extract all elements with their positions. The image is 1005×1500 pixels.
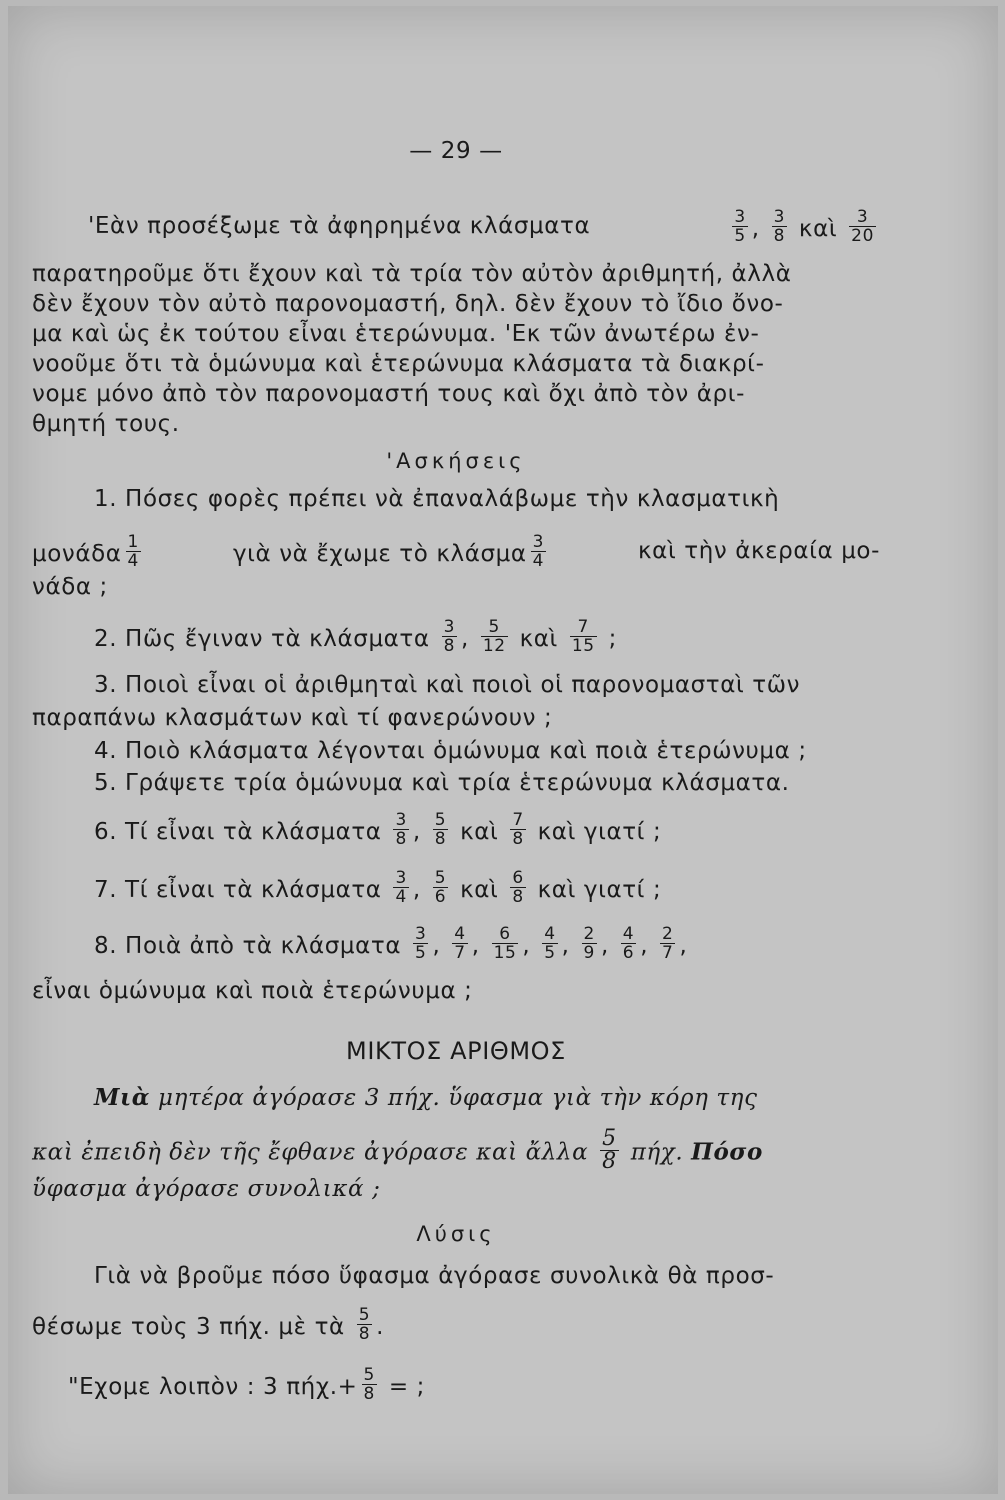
intro-line-5: νοοῦμε ὅτι τὰ ὁμώνυμα καὶ ἑτερώνυμα κλάσματα τὰ διακρί-	[32, 351, 765, 377]
intro-line-3: δὲν ἔχουν τὸν αὐτὸ παρονομαστή, δηλ. δὲν ἔχουν τὸ ἴδιο ὄνο-	[32, 291, 784, 317]
problem-line-1: Μιὰ μητέρα ἀγόρασε 3 πήχ. ὕφασμα γιὰ τὴν κόρη της	[94, 1084, 758, 1111]
intro-line-2: παρατηροῦμε ὅτι ἔχουν καὶ τὰ τρία τὸν αὐτὸν ἀριθμητή, ἀλλὰ	[32, 261, 792, 287]
book-page	[8, 6, 998, 1494]
fraction-1-4: $\frac{1}{4}$	[127, 532, 139, 571]
exercise-8-line-1: 8. Ποιὰ ἀπὸ τὰ κλάσματα $\frac{3}{5}$ , $\frac{4}{7}$ , $\frac{6}{15}$ , $\frac{4}{5}$ , $\frac{2}{9}$ , $\frac{4}{6}$ , $\frac{2}{7}$ ,	[94, 924, 688, 963]
fraction-5-8: $\frac{5}{8}$	[358, 1305, 371, 1344]
fraction-2-9: $\frac{2}{9}$	[583, 924, 595, 963]
fraction-3-5: $\frac{3}{5}$	[734, 207, 746, 246]
fraction-5-8: $\frac{5}{8}$	[434, 810, 447, 849]
intro-fractions: $\frac{3}{5}$ , $\frac{3}{8}$ καὶ $\frac{3}{20}$	[734, 207, 874, 246]
exercises-heading: 'Ασκήσεις	[386, 449, 526, 473]
fraction-7-8: $\frac{7}{8}$	[512, 810, 524, 849]
exercise-1-line-3: νάδα ;	[32, 574, 108, 600]
exercise-2: 2. Πῶς ἔγιναν τὰ κλάσματα $\frac{3}{8}$ , $\frac{5}{12}$ καὶ $\frac{7}{15}$ ;	[94, 617, 617, 656]
solution-heading: Λύσις	[416, 1222, 496, 1246]
intro-line-7: θμητή τους.	[32, 411, 180, 437]
intro-text: 'Εὰν προσέξωμε τὰ ἀφηρημένα κλάσματα	[88, 213, 591, 239]
fraction-3-20: $\frac{3}{20}$	[851, 207, 874, 246]
exercise-4: 4. Ποιὸ κλάσματα λέγονται ὁμώνυμα καὶ ποιὰ ἑτερώνυμα ;	[94, 738, 807, 764]
solution-line-3: "Εχομε λοιπὸν : 3 πήχ.+ $\frac{5}{8}$ = ;	[68, 1365, 425, 1404]
page-number: — 29 —	[409, 138, 503, 164]
fraction-3-8: $\frac{3}{8}$	[443, 617, 455, 656]
fraction-5-8: $\frac{5}{8}$	[602, 1126, 617, 1174]
fraction-3-4: $\frac{3}{4}$	[532, 532, 545, 571]
solution-line-1: Γιὰ νὰ βροῦμε πόσο ὕφασμα ἀγόρασε συνολικὰ θὰ προσ-	[94, 1263, 775, 1289]
fraction-3-8: $\frac{3}{8}$	[395, 810, 407, 849]
fraction-6-15: $\frac{6}{15}$	[493, 924, 517, 963]
fraction-5-12: $\frac{5}{12}$	[482, 617, 506, 656]
exercise-7: 7. Τί εἶναι τὰ κλάσματα $\frac{3}{4}$ , $\frac{5}{6}$ καὶ $\frac{6}{8}$ καὶ γιατί ;	[94, 868, 662, 907]
intro-line-1	[32, 207, 880, 248]
fraction-2-7: $\frac{2}{7}$	[662, 924, 674, 963]
solution-line-2: θέσωμε τοὺς 3 πήχ. μὲ τὰ $\frac{5}{8}$ .	[32, 1305, 385, 1344]
exercise-6: 6. Τί εἶναι τὰ κλάσματα $\frac{3}{8}$ , $\frac{5}{8}$ καὶ $\frac{7}{8}$ καὶ γιατί ;	[94, 810, 662, 849]
intro-line-4: μα καὶ ὡς ἐκ τούτου εἶναι ἑτερώνυμα. 'Εκ τῶν ἀνωτέρω ἐν-	[32, 321, 760, 347]
fraction-6-8: $\frac{6}{8}$	[512, 868, 524, 907]
fraction-5-6: $\frac{5}{6}$	[434, 868, 447, 907]
exercise-3-line-2: παραπάνω κλασμάτων καὶ τί φανερώνουν ;	[32, 705, 553, 731]
problem-line-3: ὕφασμα ἀγόρασε συνολικά ;	[32, 1176, 381, 1202]
problem-line-2: καὶ ἐπειδὴ δὲν τῆς ἔφθανε ἀγόρασε καὶ ἄλλα $\frac{5}{8}$ πήχ. Πόσο	[32, 1126, 763, 1174]
fraction-4-7: $\frac{4}{7}$	[454, 924, 466, 963]
fraction-3-8: $\frac{3}{8}$	[773, 207, 785, 246]
exercise-1-line-1: 1. Πόσες φορὲς πρέπει νὰ ἐπαναλάβωμε τὴν κλασματικὴ	[94, 486, 780, 512]
exercise-3-line-1: 3. Ποιοὶ εἶναι οἱ ἀριθμηταὶ καὶ ποιοὶ οἱ παρονομασταὶ τῶν	[94, 672, 801, 698]
exercise-1-line-2: μονάδα $\frac{1}{4}$ γιὰ νὰ ἔχωμε τὸ κλάσμα $\frac{3}{4}$ καὶ τὴν ἀκεραία μο-	[32, 532, 880, 571]
exercise-8-line-2: εἶναι ὁμώνυμα καὶ ποιὰ ἑτερώνυμα ;	[32, 978, 473, 1004]
fraction-7-15: $\frac{7}{15}$	[571, 617, 595, 656]
intro-line-6: νομε μόνο ἀπὸ τὸν παρονομαστή τους καὶ ὄχι ἀπὸ τὸν ἀρι-	[32, 381, 746, 407]
exercise-5: 5. Γράψετε τρία ὁμώνυμα καὶ τρία ἑτερώνυμα κλάσματα.	[94, 770, 790, 796]
fraction-3-5: $\frac{3}{5}$	[415, 924, 427, 963]
fraction-4-5: $\frac{4}{5}$	[544, 924, 556, 963]
fraction-4-6: $\frac{4}{6}$	[622, 924, 635, 963]
section-title: ΜΙΚΤΟΣ ΑΡΙΘΜΟΣ	[346, 1037, 566, 1065]
fraction-5-8: $\frac{5}{8}$	[363, 1365, 375, 1404]
fraction-3-4: $\frac{3}{4}$	[395, 868, 407, 907]
